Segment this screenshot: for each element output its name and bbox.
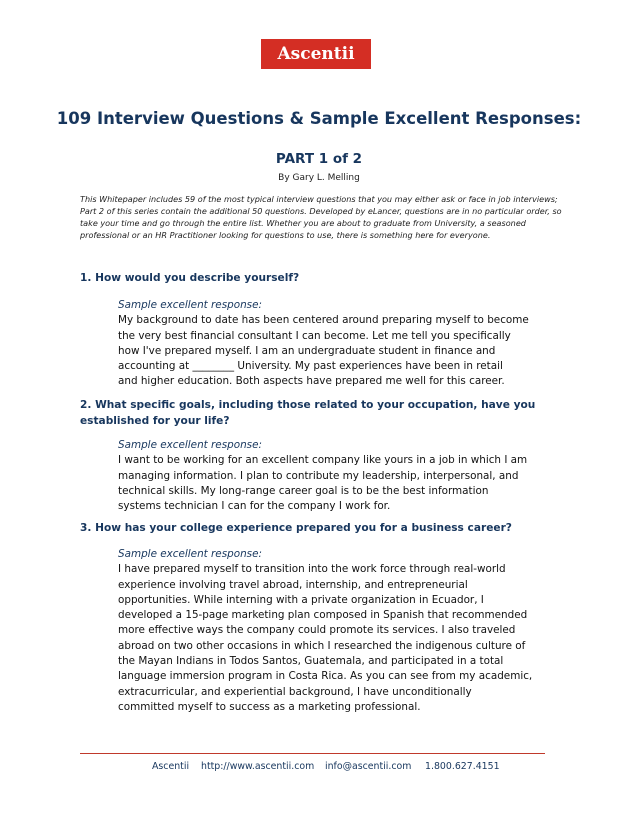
part-heading: PART 1 of 2 bbox=[275, 151, 363, 167]
answer-1-line: the very best financial consultant I can become. Let me tell you specifically bbox=[118, 329, 511, 342]
answer-3-line: experience involving travel abroad, internship, and entrepreneurial bbox=[118, 578, 468, 591]
answer-2-line: managing information. I plan to contribute my leadership, interpersonal, and bbox=[118, 469, 519, 482]
answer-2-line: I want to be working for an excellent company like yours in a job in which I am bbox=[118, 454, 528, 467]
answer-3-line: abroad on two other occasions in which I researched the indigenous culture of bbox=[118, 639, 526, 652]
answer-1-label: Sample excellent response: bbox=[118, 299, 262, 311]
question-3-heading: 3. How has your college experience prepared you for a business career? bbox=[80, 522, 512, 534]
answer-2 bbox=[118, 438, 588, 514]
answer-3-line: committed myself to success as a marketing professional. bbox=[118, 700, 421, 713]
answer-1-line: accounting at ________ University. My past experiences have been in retail bbox=[118, 360, 503, 373]
intro-paragraph: This Whitepaper includes 59 of the most typical interview questions that you may either ask or face in job interviews; Part 2 of this series contain the additional 50 questions. Developed by eLancer, questions are in no particular order, so take your time and go through the entire list. Whether you are about to graduate from University, a seasoned professional or an HR Practitioner looking for questions to use, there is something here for everyone. bbox=[80, 194, 562, 240]
answer-3 bbox=[118, 547, 588, 715]
author-byline: By Gary L. Melling bbox=[278, 173, 360, 183]
answer-3-line: developed a 15-page marketing plan composed in Spanish that recommended bbox=[118, 609, 528, 622]
answer-2-line: systems technician I can for the company I work for. bbox=[118, 500, 391, 513]
answer-1-line: My background to date has been centered around preparing myself to become bbox=[118, 314, 529, 327]
answer-3-line: the Mayan Indians in Todos Santos, Guatemala, and participated in a total bbox=[118, 655, 504, 668]
answer-2-line: technical skills. My long-range career goal is to be the best information bbox=[118, 484, 489, 497]
page-title: 109 Interview Questions & Sample Excellent Responses: bbox=[56, 109, 582, 128]
answer-3-line: I have prepared myself to transition into the work force through real-world bbox=[118, 563, 506, 576]
answer-3-line: language immersion program in Costa Rica. As you can see from my academic, bbox=[118, 670, 533, 683]
question-2-heading bbox=[80, 397, 550, 429]
answer-3-label: Sample excellent response: bbox=[118, 548, 262, 560]
footer-website-link[interactable]: http://www.ascentii.com bbox=[201, 761, 315, 772]
answer-2-label: Sample excellent response: bbox=[118, 439, 262, 451]
answer-1 bbox=[118, 298, 588, 390]
footer-divider bbox=[80, 753, 545, 754]
footer-company: Ascentii bbox=[152, 761, 190, 772]
answer-3-line: extracurricular, and experiential background, I have unconditionally bbox=[118, 685, 472, 698]
footer-email-link[interactable]: info@ascentii.com bbox=[325, 761, 412, 772]
company-logo: Ascentii bbox=[261, 39, 371, 69]
answer-3-line: opportunities. While interning with a private organization in Ecuador, I bbox=[118, 593, 484, 606]
footer-phone: 1.800.627.4151 bbox=[425, 761, 500, 772]
answer-1-line: how I've prepared myself. I am an undergraduate student in finance and bbox=[118, 344, 496, 357]
question-2-text: 2. What specific goals, including those related to your occupation, have you established for your life? bbox=[80, 399, 536, 427]
answer-3-line: more effective ways the company could promote its services. I also traveled bbox=[118, 624, 516, 637]
answer-1-line: and higher education. Both aspects have prepared me well for this career. bbox=[118, 375, 505, 388]
question-1-heading: 1. How would you describe yourself? bbox=[80, 272, 300, 284]
